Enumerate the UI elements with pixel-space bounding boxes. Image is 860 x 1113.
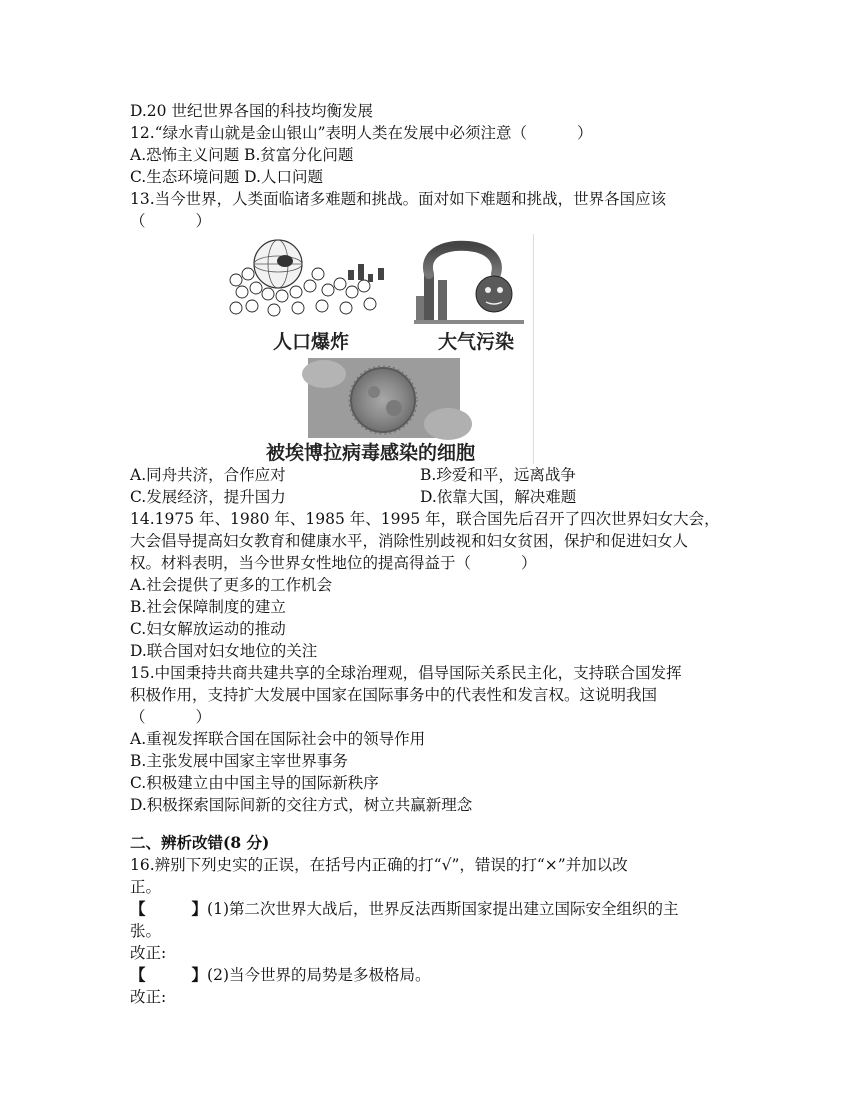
air-pollution-illustration xyxy=(414,246,524,324)
q14-stem-line-3: 权。材料表明，当今世界女性地位的提高得益于（ ） xyxy=(130,554,537,572)
q16-stem-line-1: 16.辨别下列史实的正误，在括号内正确的打“√”，错误的打“×”并加以改 xyxy=(130,856,628,874)
document-content xyxy=(130,100,730,1008)
q15-option-a: A.重视发挥联合国在国际社会中的领导作用 xyxy=(130,730,426,748)
q15-option-d: D.积极探索国际间新的交往方式，树立共赢新理念 xyxy=(130,796,473,814)
q15-option-b: B.主张发展中国家主宰世界事务 xyxy=(130,752,348,770)
q15-option-c: C.积极建立由中国主导的国际新秩序 xyxy=(130,774,379,792)
q13-figure xyxy=(228,234,534,464)
judgment-bracket-close: 】 xyxy=(191,965,208,984)
caption-population-explosion: 人口爆炸 xyxy=(273,331,350,353)
q12-options-cd: C.生态环境问题 D.人口问题 xyxy=(130,168,323,186)
q15-answer-paren: （ ） xyxy=(130,708,212,726)
q13-answer-paren: （ ） xyxy=(130,212,212,230)
q14-stem-line-2: 大会倡导提高妇女教育和健康水平，消除性别歧视和妇女贫困，保护和促进妇女人 xyxy=(130,532,689,550)
q14-option-b: B.社会保障制度的建立 xyxy=(130,598,286,616)
q13-options-ab xyxy=(130,464,730,486)
correction-label-1: 改正: xyxy=(130,944,167,962)
q12-options-ab: A.恐怖主义问题 B.贫富分化问题 xyxy=(130,146,354,164)
correction-label-2: 改正: xyxy=(130,988,167,1006)
q14-option-c: C.妇女解放运动的推动 xyxy=(130,620,286,638)
q14-stem-line-1: 14.1975 年、1980 年、1985 年、1995 年，联合国先后召开了四次世界妇女大会， xyxy=(130,510,720,528)
q13-option-b: B.珍爱和平，远离战争 xyxy=(420,466,576,484)
population-explosion-illustration xyxy=(230,240,384,316)
q12-stem: 12.“绿水青山就是金山银山”表明人类在发展中必须注意（ ） xyxy=(130,124,593,142)
ebola-infected-cell-image xyxy=(302,358,472,440)
caption-ebola-cell: 被埃博拉病毒感染的细胞 xyxy=(266,442,476,464)
q11-option-d: D.20 世纪世界各国的科技均衡发展 xyxy=(130,102,373,120)
judgment-bracket-close: 】 xyxy=(191,899,208,918)
q14-option-d: D.联合国对妇女地位的关注 xyxy=(130,642,318,660)
q16-item-1: 【 】(1)第二次世界大战后，世界反法西斯国家提出建立国际安全组织的主 xyxy=(130,899,679,918)
q13-option-a: A.同舟共济，合作应对 xyxy=(130,466,286,484)
judgment-bracket-open: 【 xyxy=(130,899,146,918)
q13-option-d: D.依靠大国，解决难题 xyxy=(420,488,577,506)
q14-option-a: A.社会提供了更多的工作机会 xyxy=(130,576,333,594)
q16-item-1-continued: 张。 xyxy=(130,922,162,940)
q13-options-cd xyxy=(130,486,730,508)
q15-stem-line-1: 15.中国秉持共商共建共享的全球治理观，倡导国际关系民主化，支持联合国发挥 xyxy=(130,664,682,682)
section-2-title: 二、辨析改错(8 分) xyxy=(130,833,270,852)
q13-option-c: C.发展经济，提升国力 xyxy=(130,488,286,506)
q15-stem-line-2: 积极作用，支持扩大发展中国家在国际事务中的代表性和发言权。这说明我国 xyxy=(130,686,658,704)
figure-illustrations xyxy=(228,234,533,464)
q13-stem: 13.当今世界，人类面临诸多难题和挑战。面对如下难题和挑战，世界各国应该 xyxy=(130,190,667,208)
q16-stem-line-2: 正。 xyxy=(130,878,162,896)
q16-item-2: 【 】(2)当今世界的局势是多极格局。 xyxy=(130,965,431,984)
caption-air-pollution: 大气污染 xyxy=(438,331,515,353)
judgment-bracket-open: 【 xyxy=(130,965,146,984)
